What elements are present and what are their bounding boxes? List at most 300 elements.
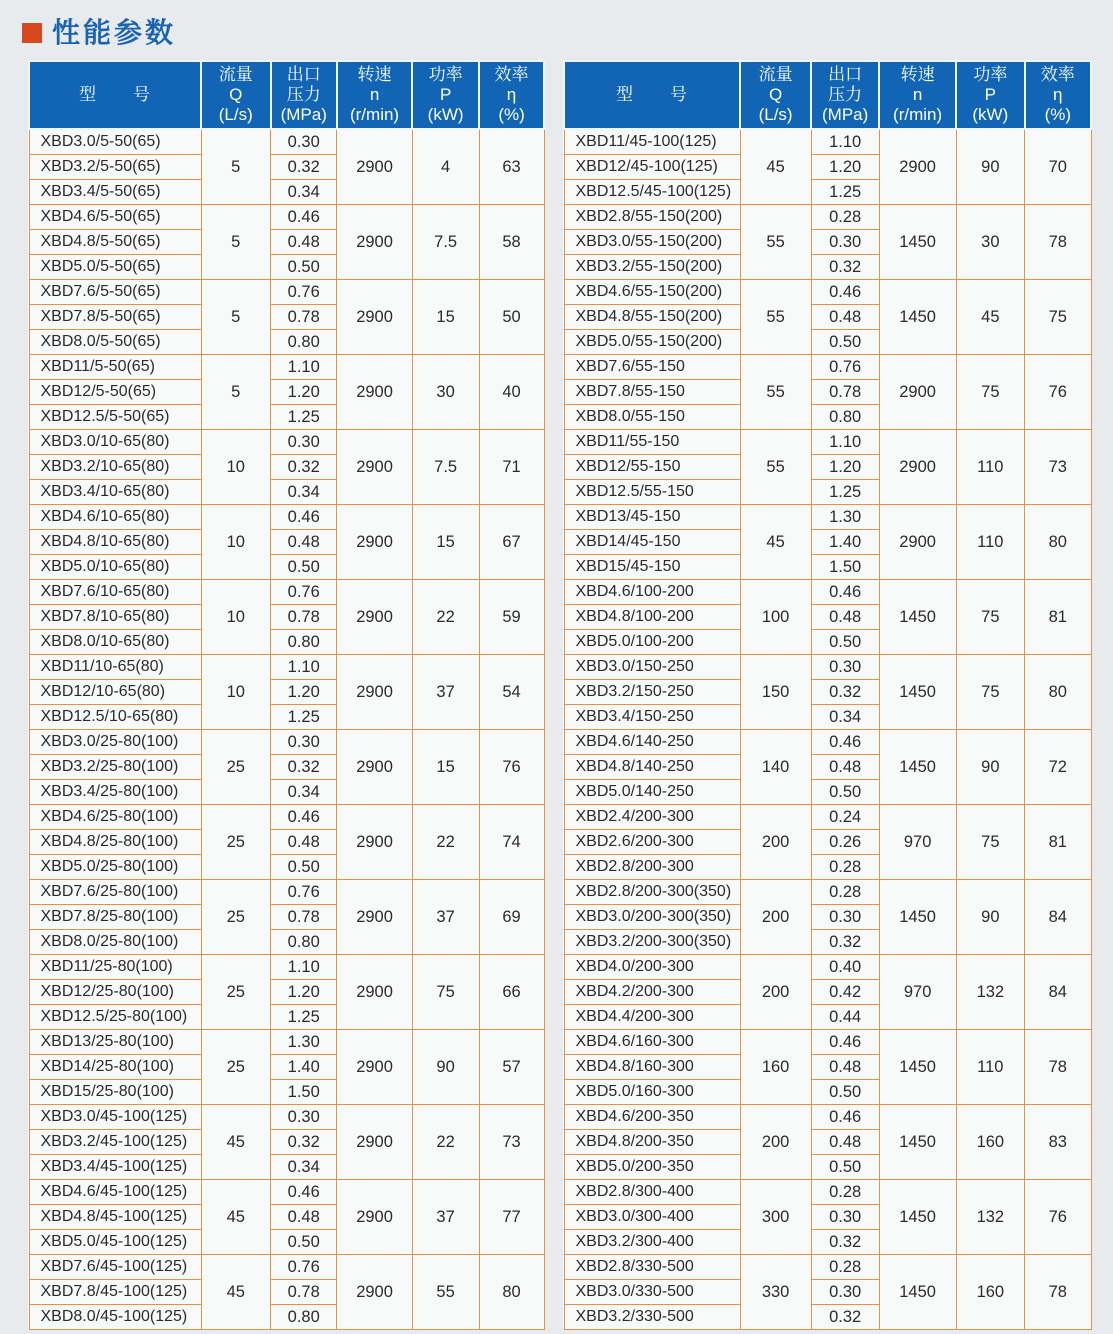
model-cell: XBD4.8/5-50(65)	[29, 230, 201, 255]
pressure-cell: 0.32	[271, 755, 337, 780]
pressure-cell: 0.30	[271, 1105, 337, 1130]
pressure-cell: 0.30	[811, 1280, 879, 1305]
model-cell: XBD3.0/5-50(65)	[29, 129, 201, 155]
power-cell: 110	[956, 505, 1025, 580]
table-row	[29, 1255, 544, 1280]
table-row	[564, 730, 1091, 755]
pressure-cell: 0.32	[811, 1230, 879, 1255]
table-row	[29, 355, 544, 380]
model-cell: XBD3.4/10-65(80)	[29, 480, 201, 505]
model-cell: XBD7.8/5-50(65)	[29, 305, 201, 330]
column-header-pressure: 出口 压力 (MPa)	[271, 61, 337, 129]
speed-cell: 1450	[879, 655, 956, 730]
flow-cell: 45	[740, 505, 811, 580]
efficiency-cell: 84	[1025, 955, 1091, 1030]
pressure-cell: 1.40	[271, 1055, 337, 1080]
power-cell: 15	[412, 505, 479, 580]
pressure-cell: 1.10	[811, 129, 879, 155]
model-cell: XBD4.0/200-300	[564, 955, 740, 980]
efficiency-cell: 70	[1025, 129, 1091, 205]
column-header-pressure: 出口 压力 (MPa)	[811, 61, 879, 129]
efficiency-cell: 66	[479, 955, 544, 1030]
speed-cell: 1450	[879, 880, 956, 955]
model-cell: XBD3.2/150-250	[564, 680, 740, 705]
pressure-cell: 1.30	[271, 1030, 337, 1055]
pressure-cell: 0.46	[811, 1030, 879, 1055]
model-cell: XBD3.0/200-300(350)	[564, 905, 740, 930]
pressure-cell: 0.76	[271, 280, 337, 305]
model-cell: XBD3.0/55-150(200)	[564, 230, 740, 255]
flow-cell: 25	[201, 955, 271, 1030]
model-cell: XBD12.5/5-50(65)	[29, 405, 201, 430]
column-header-speed: 转速 n (r/min)	[337, 61, 412, 129]
flow-cell: 45	[201, 1105, 271, 1180]
pressure-cell: 0.44	[811, 1005, 879, 1030]
table-row	[29, 1030, 544, 1055]
flow-cell: 200	[740, 805, 811, 880]
pressure-cell: 0.48	[811, 605, 879, 630]
model-cell: XBD2.8/55-150(200)	[564, 205, 740, 230]
model-cell: XBD3.2/55-150(200)	[564, 255, 740, 280]
table-row	[564, 880, 1091, 905]
pressure-cell: 0.30	[811, 905, 879, 930]
pressure-cell: 0.46	[811, 730, 879, 755]
pressure-cell: 1.25	[271, 405, 337, 430]
power-cell: 30	[956, 205, 1025, 280]
pressure-cell: 0.28	[811, 1180, 879, 1205]
efficiency-cell: 78	[1025, 1255, 1091, 1330]
flow-cell: 25	[201, 880, 271, 955]
model-cell: XBD12/25-80(100)	[29, 980, 201, 1005]
power-cell: 22	[412, 1105, 479, 1180]
column-header-flow: 流量 Q (L/s)	[201, 61, 271, 129]
pressure-cell: 0.34	[271, 780, 337, 805]
power-cell: 45	[956, 280, 1025, 355]
model-cell: XBD3.4/150-250	[564, 705, 740, 730]
flow-cell: 330	[740, 1255, 811, 1330]
pressure-cell: 1.25	[271, 1005, 337, 1030]
efficiency-cell: 83	[1025, 1105, 1091, 1180]
pressure-cell: 0.48	[811, 305, 879, 330]
pressure-cell: 1.20	[811, 155, 879, 180]
table-row	[29, 955, 544, 980]
pressure-cell: 0.48	[271, 530, 337, 555]
pressure-cell: 1.30	[811, 505, 879, 530]
pressure-cell: 0.30	[271, 730, 337, 755]
model-cell: XBD5.0/160-300	[564, 1080, 740, 1105]
power-cell: 132	[956, 955, 1025, 1030]
table-row	[564, 805, 1091, 830]
pressure-cell: 1.10	[271, 655, 337, 680]
pressure-cell: 0.30	[811, 230, 879, 255]
speed-cell: 2900	[337, 430, 412, 505]
speed-cell: 970	[879, 805, 956, 880]
column-header-model: 型 号	[29, 61, 201, 129]
model-cell: XBD12/10-65(80)	[29, 680, 201, 705]
power-cell: 75	[412, 955, 479, 1030]
model-cell: XBD3.2/45-100(125)	[29, 1130, 201, 1155]
power-cell: 37	[412, 880, 479, 955]
flow-cell: 5	[201, 205, 271, 280]
model-cell: XBD4.8/45-100(125)	[29, 1205, 201, 1230]
power-cell: 75	[956, 655, 1025, 730]
efficiency-cell: 50	[479, 280, 544, 355]
flow-cell: 160	[740, 1030, 811, 1105]
pressure-cell: 0.42	[811, 980, 879, 1005]
pressure-cell: 0.46	[811, 580, 879, 605]
pressure-cell: 0.80	[811, 405, 879, 430]
flow-cell: 55	[740, 430, 811, 505]
model-cell: XBD13/45-150	[564, 505, 740, 530]
pressure-cell: 0.48	[271, 1205, 337, 1230]
model-cell: XBD15/45-150	[564, 555, 740, 580]
model-cell: XBD3.4/45-100(125)	[29, 1155, 201, 1180]
model-cell: XBD4.2/200-300	[564, 980, 740, 1005]
table-row	[29, 430, 544, 455]
efficiency-cell: 74	[479, 805, 544, 880]
model-cell: XBD8.0/10-65(80)	[29, 630, 201, 655]
efficiency-cell: 84	[1025, 880, 1091, 955]
flow-cell: 45	[740, 129, 811, 205]
pressure-cell: 1.25	[811, 180, 879, 205]
model-cell: XBD3.2/10-65(80)	[29, 455, 201, 480]
model-cell: XBD5.0/45-100(125)	[29, 1230, 201, 1255]
model-cell: XBD14/25-80(100)	[29, 1055, 201, 1080]
efficiency-cell: 54	[479, 655, 544, 730]
pressure-cell: 0.40	[811, 955, 879, 980]
table-row	[29, 880, 544, 905]
flow-cell: 200	[740, 955, 811, 1030]
pressure-cell: 0.34	[271, 180, 337, 205]
power-cell: 15	[412, 730, 479, 805]
pressure-cell: 0.46	[271, 1180, 337, 1205]
model-cell: XBD12.5/45-100(125)	[564, 180, 740, 205]
speed-cell: 2900	[879, 355, 956, 430]
speed-cell: 1450	[879, 580, 956, 655]
model-cell: XBD3.4/5-50(65)	[29, 180, 201, 205]
flow-cell: 100	[740, 580, 811, 655]
model-cell: XBD12/45-100(125)	[564, 155, 740, 180]
column-header-efficiency: 效率 η (%)	[1025, 61, 1091, 129]
column-header-power: 功率 P (kW)	[956, 61, 1025, 129]
power-cell: 90	[956, 880, 1025, 955]
model-cell: XBD3.0/25-80(100)	[29, 730, 201, 755]
pressure-cell: 0.24	[811, 805, 879, 830]
efficiency-cell: 69	[479, 880, 544, 955]
efficiency-cell: 76	[1025, 1180, 1091, 1255]
pressure-cell: 1.10	[271, 355, 337, 380]
pressure-cell: 0.46	[811, 1105, 879, 1130]
model-cell: XBD2.6/200-300	[564, 830, 740, 855]
speed-cell: 2900	[337, 205, 412, 280]
pressure-cell: 0.34	[811, 705, 879, 730]
table-row	[29, 805, 544, 830]
pressure-cell: 0.50	[811, 630, 879, 655]
table-row	[564, 1105, 1091, 1130]
table-row	[29, 505, 544, 530]
pressure-cell: 0.32	[271, 1130, 337, 1155]
pressure-cell: 0.48	[811, 1130, 879, 1155]
model-cell: XBD4.6/100-200	[564, 580, 740, 605]
flow-cell: 55	[740, 280, 811, 355]
pressure-cell: 0.50	[271, 555, 337, 580]
model-cell: XBD7.6/25-80(100)	[29, 880, 201, 905]
power-cell: 22	[412, 805, 479, 880]
model-cell: XBD4.6/25-80(100)	[29, 805, 201, 830]
speed-cell: 2900	[337, 880, 412, 955]
column-header-power: 功率 P (kW)	[412, 61, 479, 129]
model-cell: XBD5.0/25-80(100)	[29, 855, 201, 880]
model-cell: XBD12/5-50(65)	[29, 380, 201, 405]
speed-cell: 2900	[337, 1180, 412, 1255]
power-cell: 22	[412, 580, 479, 655]
column-header-model: 型 号	[564, 61, 740, 129]
table-row	[564, 580, 1091, 605]
flow-cell: 300	[740, 1180, 811, 1255]
model-cell: XBD4.8/200-350	[564, 1130, 740, 1155]
model-cell: XBD5.0/10-65(80)	[29, 555, 201, 580]
flow-cell: 5	[201, 355, 271, 430]
table-row	[564, 655, 1091, 680]
table-row	[564, 205, 1091, 230]
model-cell: XBD8.0/55-150	[564, 405, 740, 430]
pressure-cell: 0.80	[271, 1305, 337, 1330]
power-cell: 90	[956, 129, 1025, 205]
efficiency-cell: 81	[1025, 580, 1091, 655]
efficiency-cell: 80	[1025, 655, 1091, 730]
table-row	[564, 1255, 1091, 1280]
speed-cell: 2900	[337, 1105, 412, 1180]
speed-cell: 1450	[879, 280, 956, 355]
efficiency-cell: 78	[1025, 1030, 1091, 1105]
pressure-cell: 0.76	[271, 1255, 337, 1280]
model-cell: XBD5.0/140-250	[564, 780, 740, 805]
pressure-cell: 0.46	[271, 505, 337, 530]
power-cell: 75	[956, 355, 1025, 430]
speed-cell: 2900	[337, 280, 412, 355]
model-cell: XBD3.2/200-300(350)	[564, 930, 740, 955]
model-cell: XBD3.2/330-500	[564, 1305, 740, 1330]
pressure-cell: 1.25	[811, 480, 879, 505]
model-cell: XBD3.4/25-80(100)	[29, 780, 201, 805]
table-row	[29, 205, 544, 230]
power-cell: 75	[956, 580, 1025, 655]
model-cell: XBD7.6/10-65(80)	[29, 580, 201, 605]
table-row	[564, 129, 1091, 155]
flow-cell: 5	[201, 129, 271, 205]
efficiency-cell: 71	[479, 430, 544, 505]
model-cell: XBD12.5/55-150	[564, 480, 740, 505]
model-cell: XBD4.8/160-300	[564, 1055, 740, 1080]
pressure-cell: 0.46	[271, 205, 337, 230]
flow-cell: 10	[201, 505, 271, 580]
table-row	[564, 955, 1091, 980]
model-cell: XBD11/25-80(100)	[29, 955, 201, 980]
pressure-cell: 0.78	[271, 905, 337, 930]
efficiency-cell: 67	[479, 505, 544, 580]
model-cell: XBD7.8/55-150	[564, 380, 740, 405]
power-cell: 160	[956, 1255, 1025, 1330]
pressure-cell: 0.48	[271, 830, 337, 855]
pressure-cell: 0.50	[271, 255, 337, 280]
efficiency-cell: 76	[1025, 355, 1091, 430]
power-cell: 37	[412, 655, 479, 730]
pressure-cell: 1.20	[811, 455, 879, 480]
flow-cell: 5	[201, 280, 271, 355]
model-cell: XBD7.6/45-100(125)	[29, 1255, 201, 1280]
model-cell: XBD2.8/200-300	[564, 855, 740, 880]
pressure-cell: 0.46	[271, 805, 337, 830]
efficiency-cell: 76	[479, 730, 544, 805]
efficiency-cell: 59	[479, 580, 544, 655]
efficiency-cell: 81	[1025, 805, 1091, 880]
model-cell: XBD11/45-100(125)	[564, 129, 740, 155]
pressure-cell: 0.50	[811, 780, 879, 805]
speed-cell: 970	[879, 955, 956, 1030]
column-header-efficiency: 效率 η (%)	[479, 61, 544, 129]
pressure-cell: 0.34	[271, 1155, 337, 1180]
model-cell: XBD3.0/45-100(125)	[29, 1105, 201, 1130]
table-row	[29, 655, 544, 680]
speed-cell: 2900	[337, 505, 412, 580]
header-row	[564, 61, 1091, 129]
flow-cell: 25	[201, 805, 271, 880]
pressure-cell: 0.30	[271, 129, 337, 155]
efficiency-cell: 73	[479, 1105, 544, 1180]
model-cell: XBD7.8/25-80(100)	[29, 905, 201, 930]
speed-cell: 2900	[337, 355, 412, 430]
table-row	[29, 1180, 544, 1205]
model-cell: XBD5.0/200-350	[564, 1155, 740, 1180]
model-cell: XBD2.8/300-400	[564, 1180, 740, 1205]
pressure-cell: 0.48	[811, 1055, 879, 1080]
pressure-cell: 0.78	[271, 605, 337, 630]
table-row	[564, 355, 1091, 380]
power-cell: 110	[956, 1030, 1025, 1105]
efficiency-cell: 73	[1025, 430, 1091, 505]
table-row	[29, 1105, 544, 1130]
model-cell: XBD12/55-150	[564, 455, 740, 480]
speed-cell: 1450	[879, 1180, 956, 1255]
model-cell: XBD4.6/160-300	[564, 1030, 740, 1055]
model-cell: XBD8.0/45-100(125)	[29, 1305, 201, 1330]
model-cell: XBD12.5/10-65(80)	[29, 705, 201, 730]
power-cell: 37	[412, 1180, 479, 1255]
pressure-cell: 1.20	[271, 980, 337, 1005]
model-cell: XBD4.6/45-100(125)	[29, 1180, 201, 1205]
pressure-cell: 0.78	[271, 1280, 337, 1305]
pressure-cell: 1.50	[271, 1080, 337, 1105]
table-row	[564, 505, 1091, 530]
speed-cell: 2900	[879, 430, 956, 505]
model-cell: XBD5.0/100-200	[564, 630, 740, 655]
speed-cell: 2900	[337, 655, 412, 730]
speed-cell: 1450	[879, 1255, 956, 1330]
model-cell: XBD3.2/300-400	[564, 1230, 740, 1255]
pressure-cell: 0.30	[811, 1205, 879, 1230]
model-cell: XBD2.4/200-300	[564, 805, 740, 830]
pressure-cell: 0.78	[811, 380, 879, 405]
efficiency-cell: 80	[479, 1255, 544, 1330]
pressure-cell: 0.50	[271, 855, 337, 880]
flow-cell: 10	[201, 430, 271, 505]
power-cell: 90	[412, 1030, 479, 1105]
speed-cell: 1450	[879, 1030, 956, 1105]
model-cell: XBD2.8/330-500	[564, 1255, 740, 1280]
pressure-cell: 0.28	[811, 205, 879, 230]
pressure-cell: 0.30	[811, 655, 879, 680]
pressure-cell: 0.32	[811, 1305, 879, 1330]
power-cell: 90	[956, 730, 1025, 805]
page-title: 性能参数	[52, 17, 177, 48]
model-cell: XBD11/5-50(65)	[29, 355, 201, 380]
performance-table-right	[563, 60, 1092, 1330]
column-header-flow: 流量 Q (L/s)	[740, 61, 811, 129]
model-cell: XBD7.6/55-150	[564, 355, 740, 380]
pressure-cell: 0.76	[271, 880, 337, 905]
flow-cell: 10	[201, 580, 271, 655]
pressure-cell: 0.80	[271, 930, 337, 955]
pressure-cell: 1.40	[811, 530, 879, 555]
pressure-cell: 0.48	[271, 230, 337, 255]
pressure-cell: 0.80	[271, 330, 337, 355]
pressure-cell: 0.50	[271, 1230, 337, 1255]
pressure-cell: 1.20	[271, 680, 337, 705]
pressure-cell: 0.32	[811, 930, 879, 955]
power-cell: 7.5	[412, 430, 479, 505]
power-cell: 110	[956, 430, 1025, 505]
model-cell: XBD5.0/5-50(65)	[29, 255, 201, 280]
model-cell: XBD7.8/45-100(125)	[29, 1280, 201, 1305]
table-row	[564, 1180, 1091, 1205]
model-cell: XBD3.0/150-250	[564, 655, 740, 680]
model-cell: XBD15/25-80(100)	[29, 1080, 201, 1105]
flow-cell: 55	[740, 355, 811, 430]
speed-cell: 1450	[879, 1105, 956, 1180]
model-cell: XBD5.0/55-150(200)	[564, 330, 740, 355]
model-cell: XBD4.8/25-80(100)	[29, 830, 201, 855]
pressure-cell: 0.76	[271, 580, 337, 605]
power-cell: 55	[412, 1255, 479, 1330]
speed-cell: 2900	[879, 129, 956, 205]
table-row	[564, 430, 1091, 455]
power-cell: 15	[412, 280, 479, 355]
header-row	[29, 61, 544, 129]
flow-cell: 25	[201, 730, 271, 805]
model-cell: XBD4.8/100-200	[564, 605, 740, 630]
flow-cell: 45	[201, 1180, 271, 1255]
pressure-cell: 0.26	[811, 830, 879, 855]
model-cell: XBD8.0/5-50(65)	[29, 330, 201, 355]
flow-cell: 150	[740, 655, 811, 730]
power-cell: 30	[412, 355, 479, 430]
table-row	[29, 280, 544, 305]
speed-cell: 1450	[879, 730, 956, 805]
speed-cell: 2900	[337, 1030, 412, 1105]
pressure-cell: 0.46	[811, 280, 879, 305]
speed-cell: 2900	[337, 730, 412, 805]
pressure-cell: 0.28	[811, 1255, 879, 1280]
power-cell: 75	[956, 805, 1025, 880]
flow-cell: 140	[740, 730, 811, 805]
efficiency-cell: 40	[479, 355, 544, 430]
speed-cell: 2900	[337, 805, 412, 880]
flow-cell: 10	[201, 655, 271, 730]
model-cell: XBD12.5/25-80(100)	[29, 1005, 201, 1030]
table-row	[29, 129, 544, 155]
flow-cell: 25	[201, 1030, 271, 1105]
pressure-cell: 0.32	[271, 155, 337, 180]
